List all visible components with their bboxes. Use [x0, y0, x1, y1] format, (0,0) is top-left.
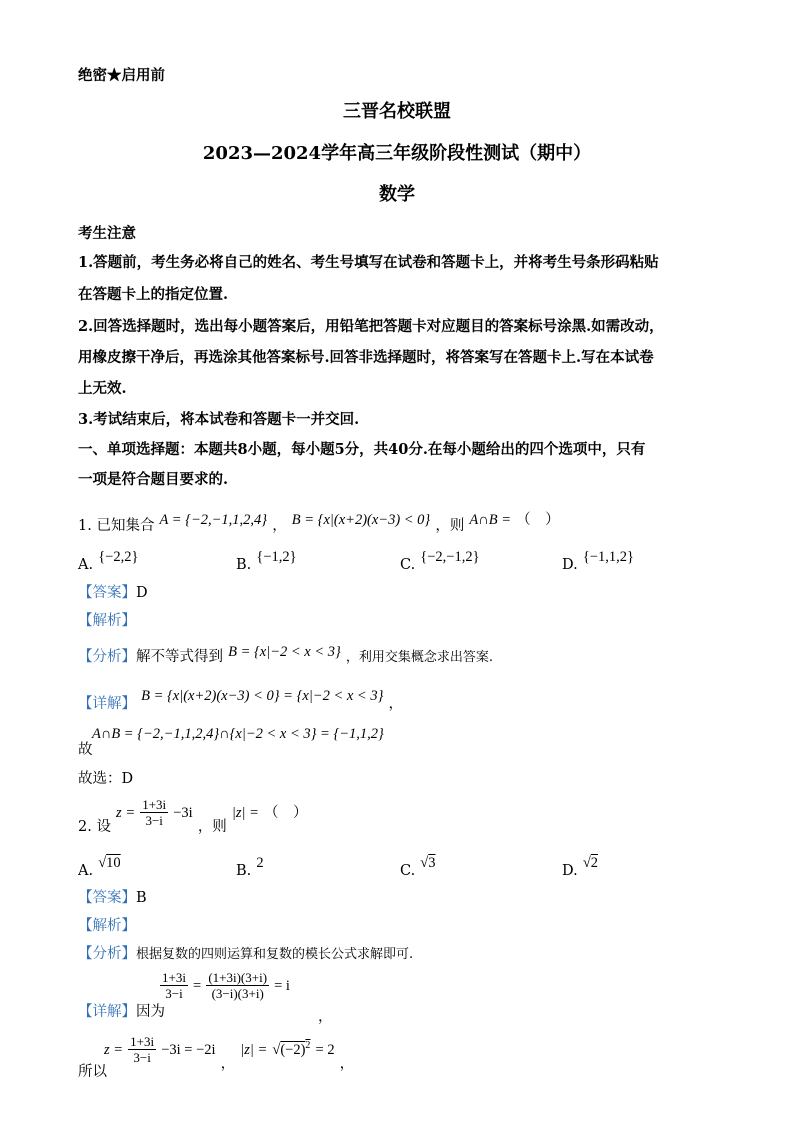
q2-f1-den: 3−i [165, 986, 183, 1001]
q2-result [104, 1034, 355, 1072]
q1-option-b [236, 546, 297, 573]
q1-answer-value: D [136, 585, 148, 601]
section1-line1: 一、单项选择题：本题共8小题，每小题5分，共40分.在每小题给出的四个选项中，只有 [78, 441, 646, 458]
q1-fenxi-pre: 解不等式得到 [136, 649, 223, 665]
q1-option-c [400, 546, 480, 573]
q1-option-d [562, 546, 634, 573]
q1-detail-math2: A∩B = {−2,−1,1,2,4}∩{x|−2 < x < 3} = {−1,1,2} [92, 726, 384, 742]
q2-answer [78, 886, 147, 907]
subject-title: 数学 [379, 184, 415, 205]
q2-option-d-label: D. [562, 863, 578, 879]
q2-f1-num: 1+3i [162, 970, 186, 985]
q2-result-comma: ， [220, 1056, 236, 1072]
q2-option-d-value: √2 [582, 855, 599, 871]
q2-option-b [236, 852, 264, 879]
q1-fenxi-tag: 【分析】 [78, 649, 136, 665]
exam-title: 2023—2024学年高三年级阶段性测试（期中） [202, 143, 592, 164]
q2-f2-den: (3−i)(3+i) [211, 986, 264, 1001]
notice-item2-line3: 上无效. [78, 380, 127, 397]
q2-option-a [78, 852, 121, 879]
q2-abs-expr: |z| = [240, 1042, 268, 1058]
q2-option-c-radicand: 3 [428, 855, 436, 871]
q2-because: 因为 [136, 1004, 165, 1020]
q2-option-a-radicand: 10 [106, 855, 121, 871]
q1-answer [78, 581, 148, 602]
q1-option-a-value: {−2,2} [98, 549, 139, 565]
q2-frac-den: 3−i [145, 813, 163, 828]
notice-item3: 3.考试结束后，将本试卷和答题卡一并交回. [78, 411, 360, 428]
q1-fenxi [78, 640, 494, 665]
q2-answer-value: B [136, 890, 147, 906]
q2-fenxi-text: 根据复数的四则运算和复数的模长公式求解即可. [136, 947, 414, 962]
q2-f3 [128, 1034, 156, 1065]
q1-expr: A∩B = [469, 512, 512, 528]
q1-option-d-label: D. [562, 557, 578, 573]
q1-set-b: B = {x|(x+2)(x−3) < 0} [291, 512, 431, 528]
q1-fenxi-math: B = {x|−2 < x < 3} [228, 644, 341, 660]
q1-option-c-label: C. [400, 557, 416, 573]
q2-option-a-label: A. [78, 863, 94, 879]
q2-result-value: −3i = −2i [161, 1042, 216, 1058]
q2-fraction [140, 797, 168, 828]
q1-then: ，则 [435, 518, 465, 534]
q1-paren: （ ） [516, 512, 560, 528]
q2-paren: （ ） [264, 805, 308, 821]
q2-comma: ， [318, 1009, 333, 1025]
q2-suoyi: 所以 [78, 1064, 107, 1080]
q2-abs-exponent: 2 [305, 1040, 311, 1052]
q2-option-b-label: B. [236, 863, 252, 879]
q1-answer-tag: 【答案】 [78, 585, 136, 601]
q2-abs-z: |z| = [231, 805, 259, 821]
q2-abs-comma: ， [339, 1056, 355, 1072]
q2-fenxi-tag: 【分析】 [78, 946, 136, 962]
q2-answer-tag: 【答案】 [78, 890, 136, 906]
q1-option-c-value: {−2,−1,2} [420, 549, 480, 565]
q2-f3-num: 1+3i [130, 1034, 155, 1049]
q2-eq-i: = i [274, 978, 290, 994]
q1-set-a: A = {−2,−1,1,2,4} [159, 512, 268, 528]
q1-option-b-label: B. [236, 557, 252, 573]
q1-fenxi-post: ，利用交集概念求出答案. [345, 650, 494, 665]
q1-detail [78, 684, 403, 712]
q2-f1 [160, 970, 188, 1001]
q1-option-a [78, 546, 139, 573]
q2-prefix: 2. 设 [78, 819, 111, 835]
q2-detail-math: $\frac{1+3i}{3-i}$ = $\frac{(1+3i)(3+i)}{(3-i)(3+i)}$ = i [162, 970, 290, 1001]
q1-option-a-label: A. [78, 557, 94, 573]
q2-abs-sqrt: $√(-2)^2$ [272, 1040, 311, 1058]
q2-option-d-radicand: 2 [590, 855, 599, 871]
q2-option-c-label: C. [400, 863, 416, 879]
q1-option-d-value: {−1,1,2} [582, 549, 634, 565]
q2-abs-result: = 2 [315, 1042, 335, 1058]
q2-abs-radicand: (−2) [280, 1042, 306, 1058]
q1-comma: ， [272, 518, 287, 534]
q2-f3-den: 3−i [133, 1050, 151, 1065]
q1-detail-math: B = {x|(x+2)(x−3) < 0} = {x|−2 < x < 3} [141, 688, 384, 704]
q1-choice: 故选：D [78, 771, 134, 787]
q2-option-c-value: √3 [420, 855, 436, 871]
q2-tail: −3i [173, 805, 193, 821]
q2-z-eq: z = [116, 805, 136, 821]
confidential-mark: 绝密★启用前 [78, 67, 165, 84]
q1-gu: 故 [78, 742, 93, 758]
q1-stem [78, 508, 560, 534]
org-title: 三晋名校联盟 [343, 101, 451, 122]
q1-prefix: 1. 已知集合 [78, 518, 155, 534]
q2-detail [78, 968, 165, 1020]
q2-stem [78, 797, 308, 835]
q2-frac-num: 1+3i [142, 797, 167, 812]
q2-option-d [562, 852, 599, 879]
notice-title: 考生注意 [78, 225, 136, 242]
q2-f2-num: (1+3i)(3+i) [208, 970, 268, 985]
notice-item1-line1: 1.答题前，考生务必将自己的姓名、考生号填写在试卷和答题卡上，并将考生号条形码粘贴 [78, 254, 659, 271]
q2-f2 [206, 970, 269, 1001]
q2-result-z-eq: z = [104, 1042, 124, 1058]
q2-then: ，则 [197, 819, 227, 835]
q1-detail-comma: ， [388, 696, 403, 712]
q2-fenxi [78, 942, 413, 963]
q1-detail-tag: 【详解】 [78, 696, 136, 712]
notice-item1-line2: 在答题卡上的指定位置. [78, 286, 229, 303]
q2-option-c [400, 852, 436, 879]
notice-item2-line1: 2.回答选择题时，选出每小题答案后，用铅笔把答题卡对应题目的答案标号涂黑.如需改动， [78, 318, 664, 335]
q2-option-a-value: √10 [98, 855, 121, 871]
q2-analysis-tag: 【解析】 [78, 918, 136, 934]
section1-line2: 一项是符合题目要求的. [78, 471, 229, 488]
q2-option-b-value: 2 [256, 855, 264, 871]
q1-option-b-value: {−1,2} [256, 549, 297, 565]
notice-item2-line2: 用橡皮擦干净后，再选涂其他答案标号.回答非选择题时，将答案写在答题卡上.写在本试卷 [78, 349, 654, 366]
q1-analysis-tag: 【解析】 [78, 613, 136, 629]
q2-detail-tag: 【详解】 [78, 1004, 136, 1020]
